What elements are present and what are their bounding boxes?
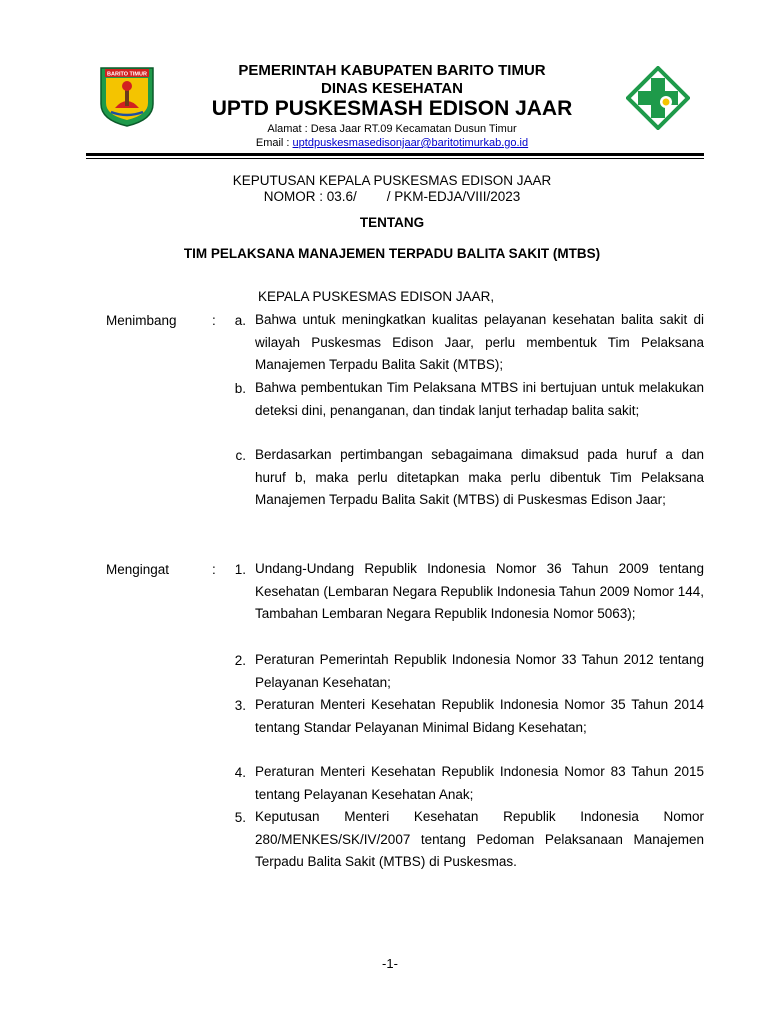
decree-about: TENTANG <box>359 215 425 230</box>
mengingat-marker-3: 3. <box>234 698 246 713</box>
mengingat-marker-5: 5. <box>234 810 246 825</box>
crest-banner-text: BARITO TIMUR <box>107 71 147 78</box>
decree-authority: KEPALA PUSKESMAS EDISON JAAR, <box>258 289 495 304</box>
email-link[interactable]: uptdpuskesmasedisonjaar@baritotimurkab.go.id <box>292 137 529 149</box>
menimbang-marker-a: a. <box>234 313 246 328</box>
mengingat-item-5: Keputusan Menteri Kesehatan Republik Indonesia Nomor 280/MENKES/SK/IV/2007 tentang Pedoman Pelaksanaan Manajemen Terpadu Balita Sakit (MTBS) di Puskesmas. <box>255 809 704 870</box>
mengingat-item-1: Undang-Undang Republik Indonesia Nomor 36 Tahun 2009 tentang Kesehatan (Lembaran Negara Republik Indonesia Tahun 2009 Nomor 144, Tambahan Lembaran Negara Republik Indonesia Nomor 5063); <box>255 561 704 622</box>
mengingat-marker-1: 1. <box>234 562 246 577</box>
puskesmas-cross-logo <box>626 66 690 130</box>
letterhead-rule-thin <box>86 158 704 159</box>
menimbang-colon: : <box>212 313 216 328</box>
decree-number: NOMOR : 03.6/ / PKM-EDJA/VIII/2023 <box>263 189 521 204</box>
menimbang-item-c: Berdasarkan pertimbangan sebagaimana dimaksud pada huruf a dan huruf b, maka perlu ditetapkan maka perlu dibentuk Tim Pelaksana Manajemen Terpadu Balita Sakit (MTBS) di Puskesmas Edison Jaar; <box>255 447 704 508</box>
mengingat-item-2: Peraturan Pemerintah Republik Indonesia Nomor 33 Tahun 2012 tentang Pelayanan Kesehatan; <box>255 652 704 690</box>
decree-title: KEPUTUSAN KEPALA PUSKESMAS EDISON JAAR <box>232 173 552 188</box>
mengingat-marker-2: 2. <box>234 653 246 668</box>
decree-subject: TIM PELAKSANA MANAJEMEN TERPADU BALITA SAKIT (MTBS) <box>183 246 601 261</box>
mengingat-item-3: Peraturan Menteri Kesehatan Republik Indonesia Nomor 35 Tahun 2014 tentang Standar Pelayanan Minimal Bidang Kesehatan; <box>255 697 704 735</box>
mengingat-label: Mengingat <box>106 562 170 577</box>
header-government: PEMERINTAH KABUPATEN BARITO TIMUR <box>238 62 546 79</box>
menimbang-marker-b: b. <box>234 381 246 396</box>
header-address: Alamat : Desa Jaar RT.09 Kecamatan Dusun Timur <box>267 123 517 135</box>
header-department: DINAS KESEHATAN <box>321 80 463 97</box>
mengingat-marker-4: 4. <box>234 765 246 780</box>
menimbang-item-b: Bahwa pembentukan Tim Pelaksana MTBS ini bertujuan untuk melakukan deteksi dini, penanganan, dan tindak lanjut terhadap balita sakit; <box>255 380 704 418</box>
header-institution: UPTD PUSKESMASH EDISON JAAR <box>211 97 573 120</box>
menimbang-marker-c: c. <box>235 448 246 463</box>
mengingat-item-4: Peraturan Menteri Kesehatan Republik Indonesia Nomor 83 Tahun 2015 tentang Pelayanan Kesehatan Anak; <box>255 764 704 802</box>
email-label: Email : <box>255 137 293 149</box>
page-number: -1- <box>382 956 398 971</box>
mengingat-colon: : <box>212 562 216 577</box>
header-email-line <box>190 136 594 150</box>
barito-timur-crest-logo <box>97 64 157 128</box>
menimbang-item-a: Bahwa untuk meningkatkan kualitas pelayanan kesehatan balita sakit di wilayah Puskesmas Edison Jaar, perlu membentuk Tim Pelaksana Manajemen Terpadu Balita Sakit (MTBS); <box>255 312 704 373</box>
letterhead-rule-thick <box>86 153 704 156</box>
menimbang-label: Menimbang <box>106 313 177 328</box>
